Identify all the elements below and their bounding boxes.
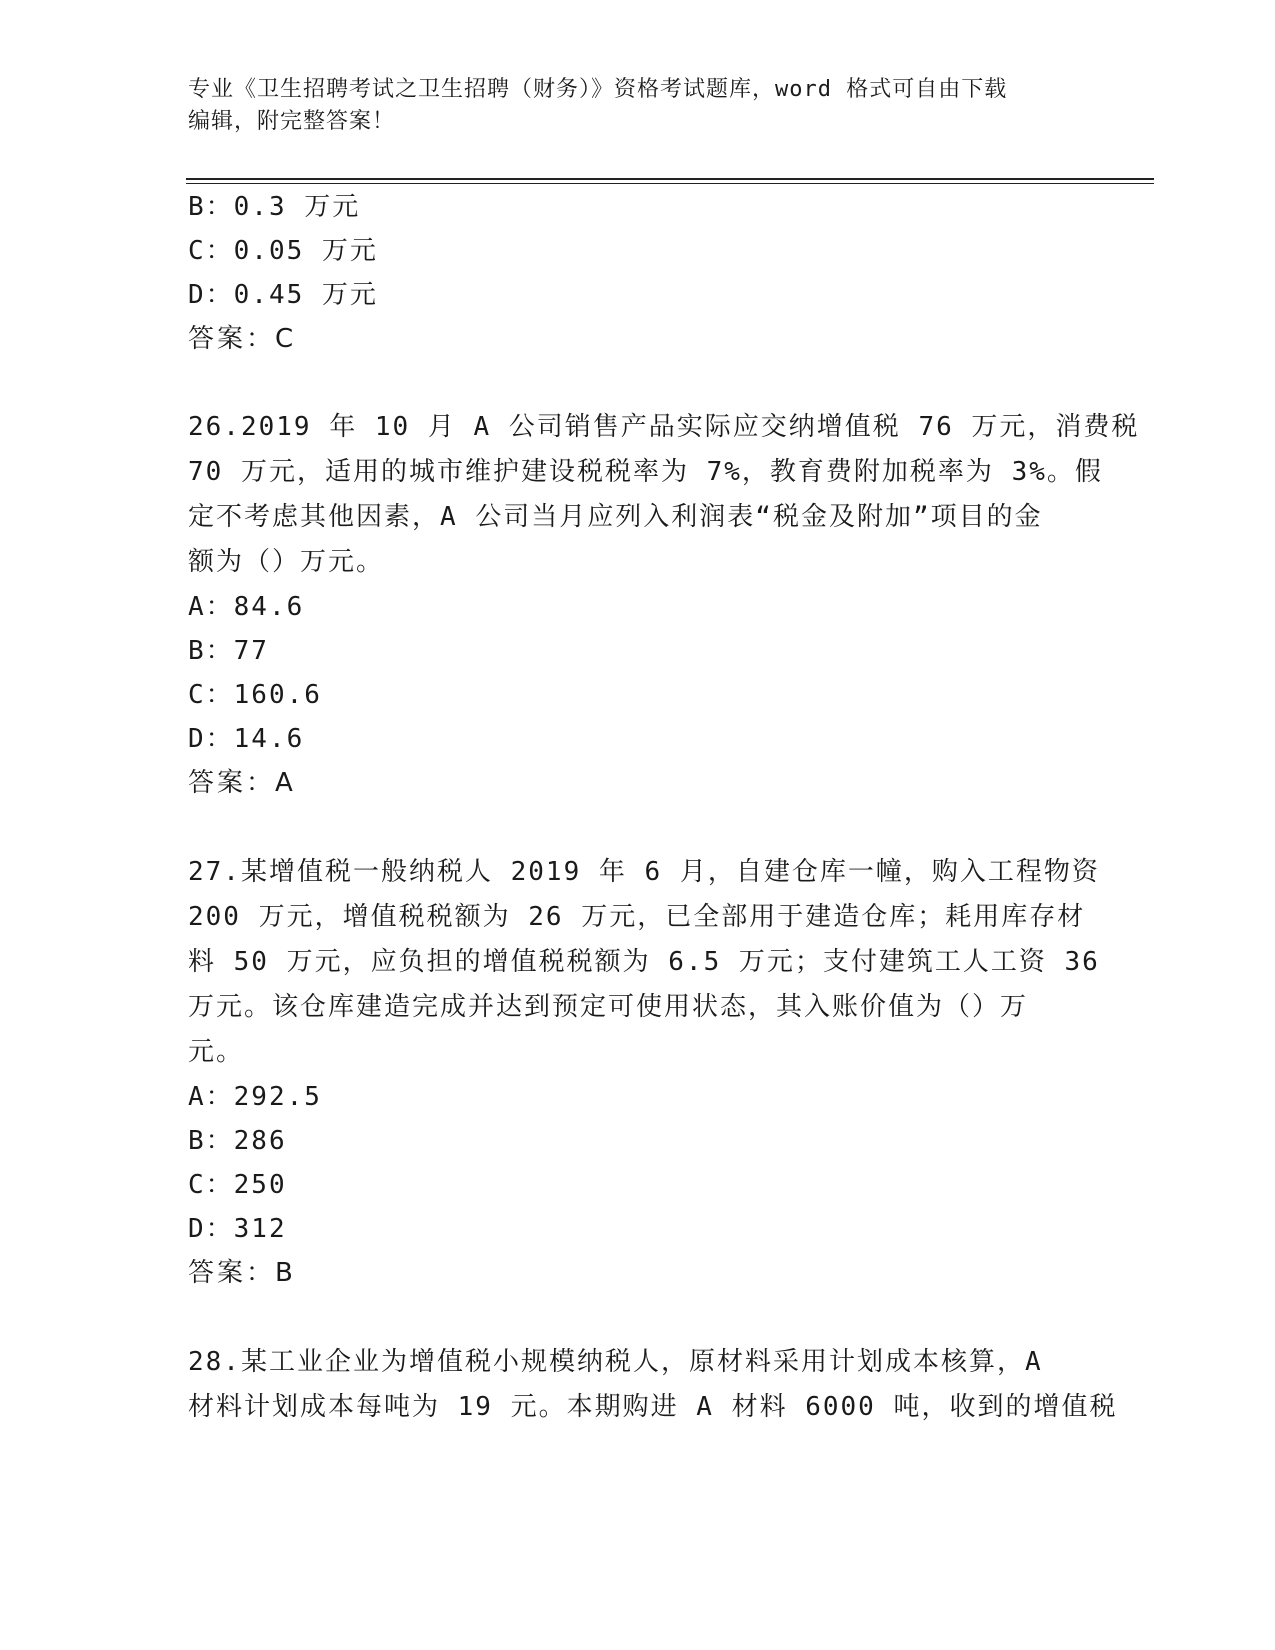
q26-stem-line-1: 26.2019 年 10 月 A 公司销售产品实际应交纳增值税 76 万元，消费税 bbox=[188, 412, 1140, 442]
q27-answer: 答案：B bbox=[188, 1258, 296, 1288]
q27-stem-line-2: 200 万元，增值税税额为 26 万元，已全部用于建造仓库；耗用库存材 bbox=[188, 902, 1086, 932]
q26-stem-line-4: 额为（）万元。 bbox=[188, 547, 385, 577]
q27-option-c: C：250 bbox=[188, 1170, 287, 1200]
q26-stem-line-3: 定不考虑其他因素，A 公司当月应列入利润表“税金及附加”项目的金 bbox=[188, 502, 1043, 532]
q26-stem-line-2: 70 万元，适用的城市维护建设税税率为 7%，教育费附加税率为 3%。假 bbox=[188, 457, 1103, 487]
q28-stem-line-2: 材料计划成本每吨为 19 元。本期购进 A 材料 6000 吨，收到的增值税 bbox=[188, 1392, 1118, 1422]
q25-option-d: D：0.45 万元 bbox=[188, 280, 378, 310]
q28-stem-line-1: 28.某工业企业为增值税小规模纳税人，原材料采用计划成本核算，A bbox=[188, 1347, 1043, 1377]
q27-stem-line-1: 27.某增值税一般纳税人 2019 年 6 月，自建仓库一幢，购入工程物资 bbox=[188, 857, 1100, 887]
header-line-2: 编辑，附完整答案！ bbox=[188, 109, 396, 134]
q26-option-a: A：84.6 bbox=[188, 592, 305, 622]
q25-answer: 答案：C bbox=[188, 324, 297, 354]
q27-option-d: D：312 bbox=[188, 1214, 287, 1244]
q27-stem-line-4: 万元。该仓库建造完成并达到预定可使用状态，其入账价值为（）万 bbox=[188, 992, 1029, 1022]
q27-option-a: A：292.5 bbox=[188, 1082, 322, 1112]
header-divider-thick bbox=[186, 178, 1154, 180]
q26-option-b: B：77 bbox=[188, 636, 269, 666]
q26-answer: 答案：A bbox=[188, 768, 296, 798]
q27-option-b: B：286 bbox=[188, 1126, 287, 1156]
q25-option-c: C：0.05 万元 bbox=[188, 236, 378, 266]
q26-option-c: C：160.6 bbox=[188, 680, 322, 710]
q27-stem-line-3: 料 50 万元，应负担的增值税税额为 6.5 万元；支付建筑工人工资 36 bbox=[188, 947, 1100, 977]
q26-option-d: D：14.6 bbox=[188, 724, 305, 754]
header-divider-thin bbox=[186, 183, 1154, 184]
q25-option-b: B：0.3 万元 bbox=[188, 192, 361, 222]
header-line-1: 专业《卫生招聘考试之卫生招聘（财务）》资格考试题库，word 格式可自由下载 bbox=[188, 77, 1008, 102]
document-header bbox=[188, 74, 1088, 138]
q27-stem-line-5: 元。 bbox=[188, 1037, 245, 1067]
